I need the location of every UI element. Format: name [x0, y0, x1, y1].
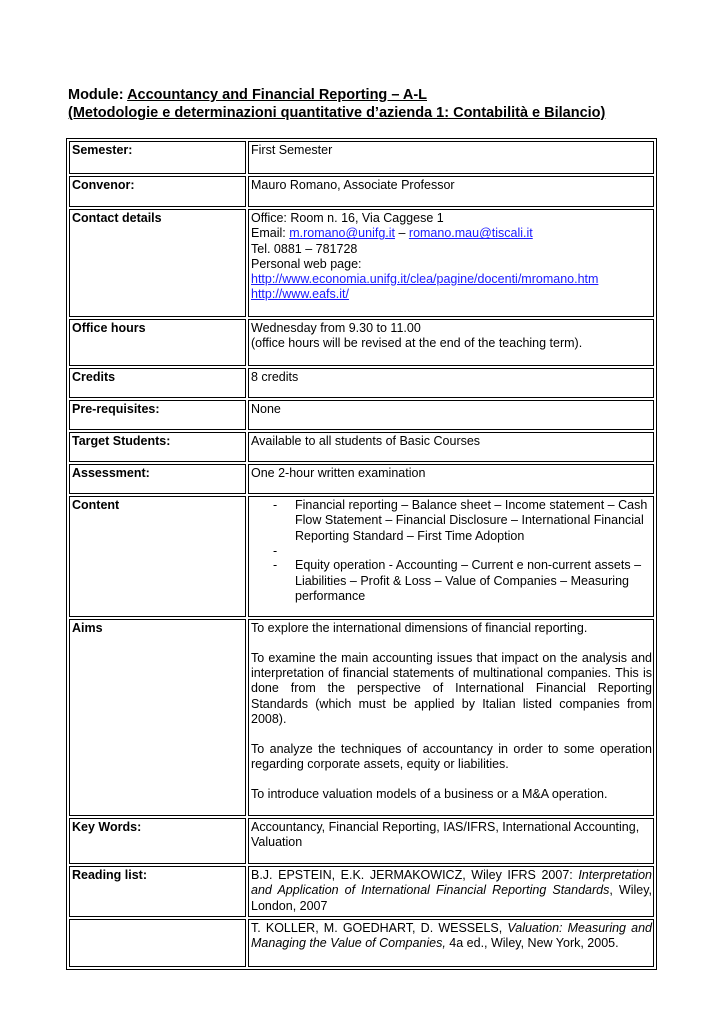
content-label: Content [69, 496, 246, 617]
personal-web-link[interactable]: http://www.economia.unifg.it/clea/pagine/docenti/mromano.htm [251, 272, 599, 287]
assessment-label: Assessment: [69, 464, 246, 494]
ref2-publisher: 4a ed., Wiley, New York, 2005. [445, 936, 619, 951]
aims-paragraph: To introduce valuation models of a business or a M&A operation. [251, 786, 608, 801]
aims-label: Aims [69, 619, 246, 816]
prerequisites-value: None [248, 400, 654, 430]
ref2-title: Valuation: Measuring and Managing the Value of Companies, [251, 920, 653, 951]
credits-value: 8 credits [248, 368, 654, 398]
key-words-value: Accountancy, Financial Reporting, IAS/IFRS, International Accounting, Valuation [248, 818, 654, 864]
module-info-table [66, 138, 657, 970]
contact-tel: Tel. 0881 – 781728 [251, 241, 358, 256]
module-title [68, 86, 668, 104]
row-credits [69, 368, 654, 398]
content-item: - Financial reporting – Balance sheet – Income statement – Cash Flow Statement – Financial Disclosure – International Financial Reporting Standard – First Time Adoption [273, 498, 652, 544]
row-reading-list [69, 866, 654, 917]
email-link-tiscali[interactable]: romano.mau@tiscali.it [408, 226, 533, 241]
module-subtitle: (Metodologie e determinazioni quantitative d’azienda 1: Contabilità e Bilancio) [68, 105, 606, 121]
ref2-authors: T. KOLLER, M. GOEDHART, D. WESSELS, [251, 920, 508, 935]
semester-label: Semester: [69, 141, 246, 174]
content-list [251, 498, 652, 604]
office-hours-label: Office hours [69, 319, 246, 366]
module-title-text: Accountancy and Financial Reporting – A-L [127, 87, 428, 103]
ref1-publisher: , Wiley, London, 2007 [251, 883, 652, 913]
prerequisites-label: Pre-requisites: [69, 400, 246, 430]
reading-ref-2 [248, 919, 654, 967]
credits-label: Credits [69, 368, 246, 398]
office-hours-line2: (office hours will be revised at the end of the teaching term). [251, 336, 583, 351]
row-content [69, 496, 654, 617]
row-target-students [69, 432, 654, 462]
target-students-label: Target Students: [69, 432, 246, 462]
semester-value: First Semester [248, 141, 654, 174]
contact-value [248, 209, 654, 317]
reading-list-label-empty [69, 919, 246, 967]
row-aims [69, 619, 654, 816]
content-value [248, 496, 654, 617]
row-reading-list-2 [69, 919, 654, 967]
ref1-title: Interpretation and Application of International Financial Reporting Standards [251, 868, 652, 898]
row-assessment [69, 464, 654, 494]
reading-list-label: Reading list: [69, 866, 246, 917]
web-page-label: Personal web page: [251, 256, 362, 271]
eafs-web-link[interactable]: http://www.eafs.it/ [251, 287, 349, 302]
email-link-unifg[interactable]: m.romano@unifg.it [289, 226, 395, 241]
email-prefix: Email: [251, 226, 290, 241]
office-hours-line1: Wednesday from 9.30 to 11.00 [251, 321, 421, 335]
row-office-hours [69, 319, 654, 366]
row-key-words [69, 818, 654, 864]
row-semester [69, 141, 654, 174]
page-header [68, 86, 668, 122]
office-hours-value [248, 319, 654, 366]
aims-paragraph: To explore the international dimensions of financial reporting. [251, 621, 588, 635]
assessment-value: One 2-hour written examination [248, 464, 654, 494]
convenor-value: Mauro Romano, Associate Professor [248, 176, 654, 207]
aims-paragraph: To analyze the techniques of accountancy in order to some operation regarding corporate assets, equity or liabilities. [251, 741, 652, 772]
reading-ref-1 [248, 866, 654, 917]
aims-paragraph: To examine the main accounting issues that impact on the analysis and interpretation of financial statements of multinational companies. This is done from the perspective of International Financial Reporting Standards (which must be applied by Italian listed companies from 2008). [251, 650, 652, 726]
email-separator: – [395, 226, 409, 241]
convenor-label: Convenor: [69, 176, 246, 207]
row-convenor [69, 176, 654, 207]
target-students-value: Available to all students of Basic Courses [248, 432, 654, 462]
key-words-label: Key Words: [69, 818, 246, 864]
content-item: - Equity operation - Accounting – Current e non-current assets – Liabilities – Profit & Loss – Value of Companies – Measuring performance [273, 558, 652, 604]
content-spacer [273, 544, 652, 559]
aims-value [248, 619, 654, 816]
row-prerequisites [69, 400, 654, 430]
contact-label: Contact details [69, 209, 246, 317]
contact-office: Office: Room n. 16, Via Caggese 1 [251, 211, 444, 225]
contact-email [251, 226, 652, 241]
row-contact [69, 209, 654, 317]
module-prefix: Module: [68, 87, 128, 103]
ref1-authors: B.J. EPSTEIN, E.K. JERMAKOWICZ, Wiley IFRS 2007: [251, 868, 579, 882]
